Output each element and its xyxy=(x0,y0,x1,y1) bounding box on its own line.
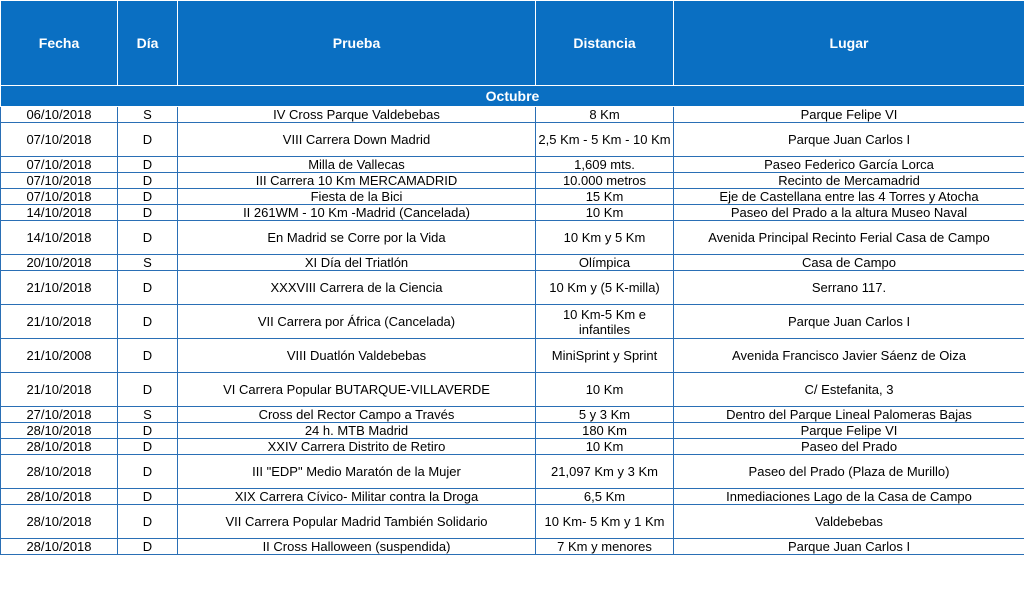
cell-fecha: 21/10/2018 xyxy=(1,271,118,305)
cell-dia: D xyxy=(118,539,178,555)
cell-prueba: XXXVIII Carrera de la Ciencia xyxy=(178,271,536,305)
header-row xyxy=(1,1,1024,86)
cell-prueba: II 261WM - 10 Km -Madrid (Cancelada) xyxy=(178,205,536,221)
cell-distancia: MiniSprint y Sprint xyxy=(536,339,674,373)
cell-lugar: Parque Felipe VI xyxy=(674,423,1024,439)
cell-prueba: VIII Carrera Down Madrid xyxy=(178,123,536,157)
cell-dia: D xyxy=(118,305,178,339)
table-row xyxy=(1,173,1024,189)
cell-prueba: En Madrid se Corre por la Vida xyxy=(178,221,536,255)
cell-dia: D xyxy=(118,157,178,173)
cell-dia: D xyxy=(118,373,178,407)
cell-dia: D xyxy=(118,205,178,221)
cell-lugar: Recinto de Mercamadrid xyxy=(674,173,1024,189)
cell-distancia: 2,5 Km - 5 Km - 10 Km xyxy=(536,123,674,157)
table-row xyxy=(1,439,1024,455)
table-row xyxy=(1,271,1024,305)
cell-lugar: Parque Juan Carlos I xyxy=(674,123,1024,157)
cell-prueba: Milla de Vallecas xyxy=(178,157,536,173)
cell-dia: D xyxy=(118,189,178,205)
table-row xyxy=(1,189,1024,205)
cell-lugar: Parque Juan Carlos I xyxy=(674,305,1024,339)
table-row xyxy=(1,205,1024,221)
table-row xyxy=(1,539,1024,555)
cell-lugar: Avenida Principal Recinto Ferial Casa de Campo xyxy=(674,221,1024,255)
cell-prueba: XIX Carrera Cívico- Militar contra la Droga xyxy=(178,489,536,505)
cell-fecha: 20/10/2018 xyxy=(1,255,118,271)
cell-fecha: 21/10/2018 xyxy=(1,305,118,339)
cell-fecha: 07/10/2018 xyxy=(1,173,118,189)
cell-lugar: Parque Felipe VI xyxy=(674,107,1024,123)
cell-lugar: Paseo del Prado a la altura Museo Naval xyxy=(674,205,1024,221)
cell-prueba: IV Cross Parque Valdebebas xyxy=(178,107,536,123)
cell-prueba: Fiesta de la Bici xyxy=(178,189,536,205)
table-row xyxy=(1,455,1024,489)
cell-distancia: 10.000 metros xyxy=(536,173,674,189)
table-row xyxy=(1,123,1024,157)
cell-dia: S xyxy=(118,255,178,271)
cell-lugar: Valdebebas xyxy=(674,505,1024,539)
table-row xyxy=(1,489,1024,505)
table-row xyxy=(1,505,1024,539)
cell-distancia: 10 Km- 5 Km y 1 Km xyxy=(536,505,674,539)
cell-distancia: 10 Km xyxy=(536,373,674,407)
table-row xyxy=(1,221,1024,255)
table-row xyxy=(1,373,1024,407)
cell-distancia: 1,609 mts. xyxy=(536,157,674,173)
cell-prueba: II Cross Halloween (suspendida) xyxy=(178,539,536,555)
cell-distancia: 10 Km xyxy=(536,439,674,455)
cell-prueba: 24 h. MTB Madrid xyxy=(178,423,536,439)
cell-fecha: 07/10/2018 xyxy=(1,189,118,205)
cell-lugar: Dentro del Parque Lineal Palomeras Bajas xyxy=(674,407,1024,423)
header-dia: Día xyxy=(118,1,178,86)
cell-dia: D xyxy=(118,339,178,373)
cell-lugar: Inmediaciones Lago de la Casa de Campo xyxy=(674,489,1024,505)
cell-lugar: Parque Juan Carlos I xyxy=(674,539,1024,555)
cell-fecha: 28/10/2018 xyxy=(1,505,118,539)
cell-fecha: 21/10/2008 xyxy=(1,339,118,373)
cell-fecha: 28/10/2018 xyxy=(1,489,118,505)
cell-lugar: C/ Estefanita, 3 xyxy=(674,373,1024,407)
cell-fecha: 14/10/2018 xyxy=(1,205,118,221)
cell-distancia: 15 Km xyxy=(536,189,674,205)
cell-dia: D xyxy=(118,455,178,489)
cell-lugar: Casa de Campo xyxy=(674,255,1024,271)
table-row xyxy=(1,157,1024,173)
cell-distancia: 21,097 Km y 3 Km xyxy=(536,455,674,489)
cell-distancia: 180 Km xyxy=(536,423,674,439)
table-row xyxy=(1,305,1024,339)
cell-distancia: 10 Km xyxy=(536,205,674,221)
cell-lugar: Eje de Castellana entre las 4 Torres y Atocha xyxy=(674,189,1024,205)
month-row xyxy=(1,86,1024,107)
cell-fecha: 28/10/2018 xyxy=(1,423,118,439)
cell-fecha: 28/10/2018 xyxy=(1,455,118,489)
cell-prueba: Cross del Rector Campo a Través xyxy=(178,407,536,423)
cell-fecha: 07/10/2018 xyxy=(1,123,118,157)
cell-lugar: Avenida Francisco Javier Sáenz de Oiza xyxy=(674,339,1024,373)
cell-prueba: VII Carrera por África (Cancelada) xyxy=(178,305,536,339)
cell-distancia: 10 Km y 5 Km xyxy=(536,221,674,255)
header-lugar: Lugar xyxy=(674,1,1024,86)
cell-fecha: 14/10/2018 xyxy=(1,221,118,255)
cell-distancia: 7 Km y menores xyxy=(536,539,674,555)
cell-prueba: XI Día del Triatlón xyxy=(178,255,536,271)
cell-lugar: Paseo del Prado (Plaza de Murillo) xyxy=(674,455,1024,489)
cell-dia: D xyxy=(118,221,178,255)
cell-dia: D xyxy=(118,505,178,539)
cell-lugar: Paseo Federico García Lorca xyxy=(674,157,1024,173)
table-row xyxy=(1,339,1024,373)
cell-prueba: VI Carrera Popular BUTARQUE-VILLAVERDE xyxy=(178,373,536,407)
cell-dia: D xyxy=(118,489,178,505)
cell-lugar: Serrano 117. xyxy=(674,271,1024,305)
cell-distancia: 6,5 Km xyxy=(536,489,674,505)
cell-prueba: VIII Duatlón Valdebebas xyxy=(178,339,536,373)
cell-distancia: 10 Km y (5 K-milla) xyxy=(536,271,674,305)
cell-distancia: 5 y 3 Km xyxy=(536,407,674,423)
cell-distancia: 8 Km xyxy=(536,107,674,123)
cell-fecha: 27/10/2018 xyxy=(1,407,118,423)
cell-prueba: III "EDP" Medio Maratón de la Mujer xyxy=(178,455,536,489)
cell-dia: S xyxy=(118,107,178,123)
header-fecha: Fecha xyxy=(1,1,118,86)
cell-fecha: 07/10/2018 xyxy=(1,157,118,173)
cell-distancia: 10 Km-5 Km e infantiles xyxy=(536,305,674,339)
cell-prueba: VII Carrera Popular Madrid También Solidario xyxy=(178,505,536,539)
table-row xyxy=(1,255,1024,271)
cell-dia: S xyxy=(118,407,178,423)
cell-dia: D xyxy=(118,173,178,189)
header-distancia: Distancia xyxy=(536,1,674,86)
month-label: Octubre xyxy=(1,86,1024,107)
cell-lugar: Paseo del Prado xyxy=(674,439,1024,455)
cell-dia: D xyxy=(118,423,178,439)
cell-prueba: III Carrera 10 Km MERCAMADRID xyxy=(178,173,536,189)
cell-distancia: Olímpica xyxy=(536,255,674,271)
table-row xyxy=(1,407,1024,423)
cell-fecha: 28/10/2018 xyxy=(1,539,118,555)
cell-dia: D xyxy=(118,439,178,455)
cell-prueba: XXIV Carrera Distrito de Retiro xyxy=(178,439,536,455)
cell-fecha: 28/10/2018 xyxy=(1,439,118,455)
header-prueba: Prueba xyxy=(178,1,536,86)
table-row xyxy=(1,423,1024,439)
cell-dia: D xyxy=(118,123,178,157)
cell-dia: D xyxy=(118,271,178,305)
cell-fecha: 06/10/2018 xyxy=(1,107,118,123)
table-row xyxy=(1,107,1024,123)
cell-fecha: 21/10/2018 xyxy=(1,373,118,407)
